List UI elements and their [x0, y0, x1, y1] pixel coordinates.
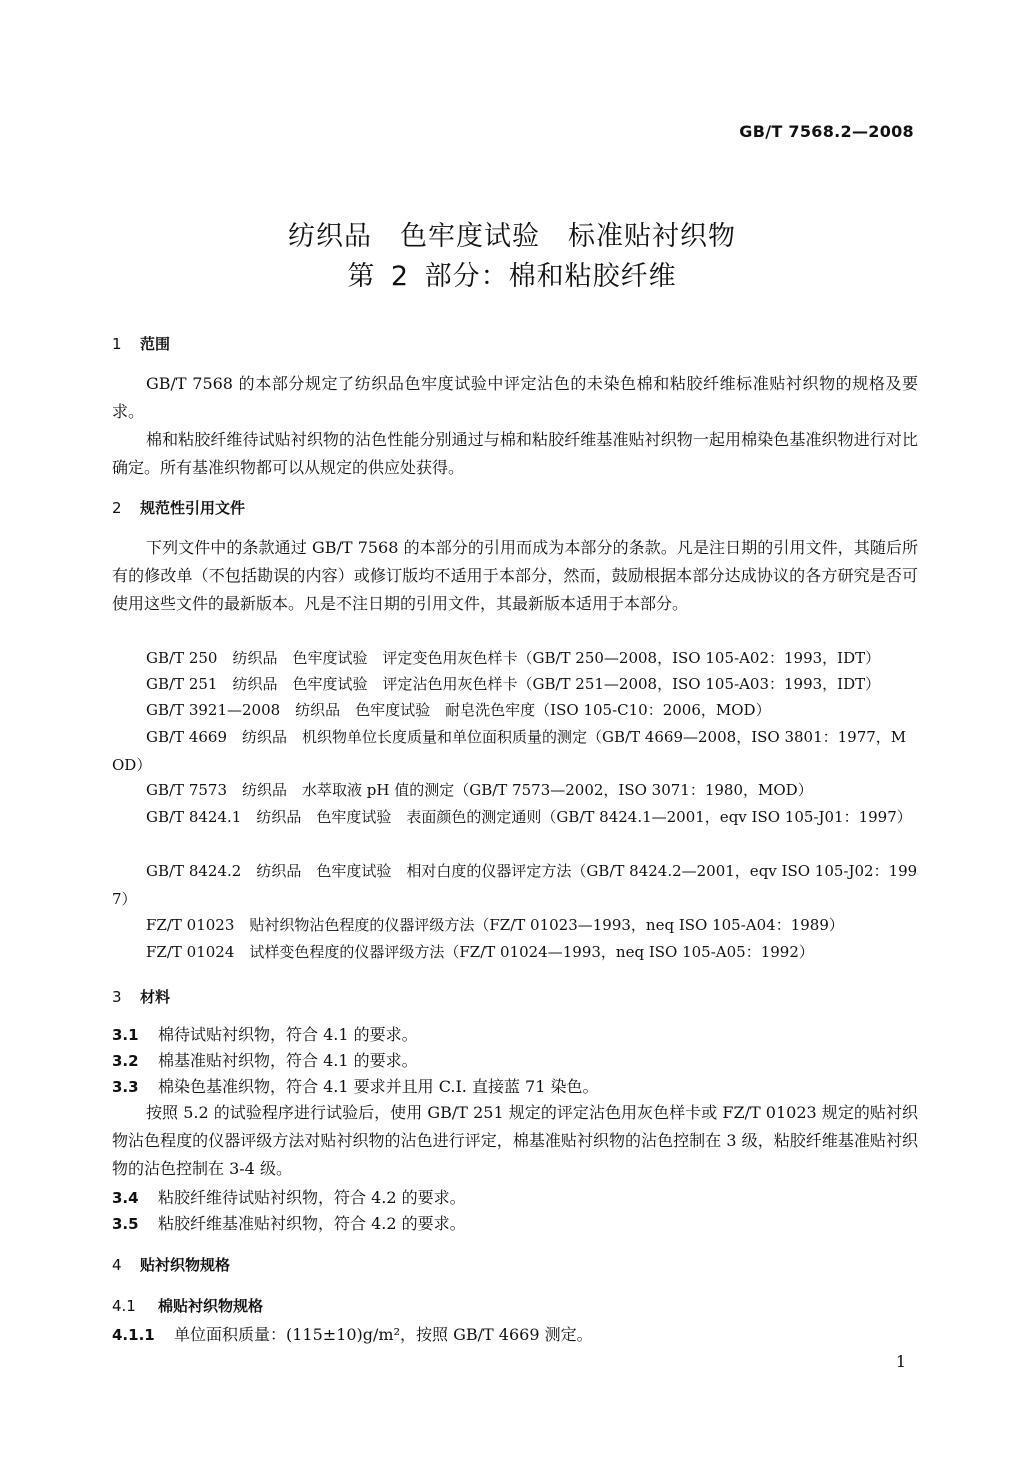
paragraph: 按照 5.2 的试验程序进行试验后，使用 GB/T 251 规定的评定沾色用灰色样卡或 FZ/T 01023 规定的贴衬织物沾色程度的仪器评级方法对贴衬织物的沾色进行评定，棉基准贴衬织物的沾色控制在 3 级，粘胶纤维基准贴衬织物的沾色控制在 3-4 级。	[112, 1103, 918, 1178]
reference-item: GB/T 251 纺织品 色牢度试验 评定沾色用灰色样卡（GB/T 251—2008，ISO 105-A03：1993，IDT）	[146, 675, 881, 693]
section-title: 规范性引用文件	[140, 499, 246, 517]
section-number: 4	[112, 1256, 122, 1274]
section-2-heading	[112, 497, 245, 518]
paragraph: 下列文件中的条款通过 GB/T 7568 的本部分的引用而成为本部分的条款。凡是注日期的引用文件，其随后所有的修改单（不包括勘误的内容）或修订版均不适用于本部分，然而，鼓励根据本部分达成协议的各方研究是否可使用这些文件的最新版本。凡是不注日期的引用文件，其最新版本适用于本部分。	[112, 538, 918, 613]
section-4-heading	[112, 1254, 230, 1275]
clause-3-3	[112, 1074, 599, 1097]
reference-item: GB/T 3921—2008 纺织品 色牢度试验 耐皂洗色牢度（ISO 105-C10：2006，MOD）	[146, 701, 771, 719]
document-title-line-2: 第 2 部分：棉和粘胶纤维	[347, 261, 677, 292]
clause-number: 4.1.1	[112, 1326, 155, 1344]
section-number: 4.1	[112, 1297, 136, 1315]
reference-item: GB/T 7573 纺织品 水萃取液 pH 值的测定（GB/T 7573—2002，ISO 3071：1980，MOD）	[146, 781, 813, 799]
paragraph: 棉和粘胶纤维待试贴衬织物的沾色性能分别通过与棉和粘胶纤维基准贴衬织物一起用棉染色基准织物进行对比确定。所有基准织物都可以从规定的供应处获得。	[112, 430, 918, 477]
clause-number: 3.2	[112, 1052, 139, 1070]
reference-item: GB/T 250 纺织品 色牢度试验 评定变色用灰色样卡（GB/T 250—2008，ISO 105-A02：1993，IDT）	[146, 649, 881, 667]
section-title: 棉贴衬织物规格	[158, 1297, 264, 1315]
section-3-heading	[112, 986, 170, 1007]
page-number: 1	[895, 1352, 906, 1371]
reference-item: GB/T 8424.2 纺织品 色牢度试验 相对白度的仪器评定方法（GB/T 8424.2—2001，eqv ISO 105-J02：1997）	[112, 862, 918, 908]
reference-item: GB/T 8424.1 纺织品 色牢度试验 表面颜色的测定通则（GB/T 8424.1—2001，eqv ISO 105-J01：1997）	[146, 808, 912, 826]
paragraph: GB/T 7568 的本部分规定了纺织品色牢度试验中评定沾色的未染色棉和粘胶纤维标准贴衬织物的规格及要求。	[112, 374, 918, 421]
clause-number: 3.3	[112, 1078, 139, 1096]
reference-item: FZ/T 01024 试样变色程度的仪器评级方法（FZ/T 01024—1993，neq ISO 105-A05：1992）	[146, 943, 814, 961]
section-4-1-heading	[112, 1295, 263, 1316]
clause-text: 棉基准贴衬织物，符合 4.1 的要求。	[158, 1051, 418, 1070]
section-number: 3	[112, 988, 122, 1006]
section-1-heading	[112, 333, 170, 354]
document-title-line-1: 纺织品 色牢度试验 标准贴衬织物	[288, 221, 736, 252]
section-number: 2	[112, 499, 122, 517]
clause-4-1-1	[112, 1322, 593, 1345]
clause-number: 3.1	[112, 1026, 139, 1044]
clause-number: 3.4	[112, 1189, 139, 1207]
reference-item: GB/T 4669 纺织品 机织物单位长度质量和单位面积质量的测定（GB/T 4669—2008，ISO 3801：1977，MOD）	[112, 728, 907, 774]
clause-text: 粘胶纤维基准贴衬织物，符合 4.2 的要求。	[158, 1214, 466, 1233]
clause-3-2	[112, 1048, 418, 1071]
reference-item: FZ/T 01023 贴衬织物沾色程度的仪器评级方法（FZ/T 01023—1993，neq ISO 105-A04：1989）	[146, 916, 844, 934]
clause-3-4	[112, 1185, 466, 1208]
clause-text: 棉染色基准织物，符合 4.1 要求并且用 C.I. 直接蓝 71 染色。	[158, 1077, 599, 1096]
standard-code: GB/T 7568.2—2008	[739, 122, 914, 141]
section-title: 范围	[140, 335, 171, 353]
clause-text: 棉待试贴衬织物，符合 4.1 的要求。	[158, 1025, 418, 1044]
clause-number: 3.5	[112, 1215, 139, 1233]
clause-3-1	[112, 1022, 418, 1045]
section-title: 贴衬织物规格	[140, 1256, 231, 1274]
section-title: 材料	[140, 988, 171, 1006]
section-number: 1	[112, 335, 122, 353]
clause-text: 单位面积质量：(115±10)g/m²，按照 GB/T 4669 测定。	[174, 1325, 593, 1344]
clause-text: 粘胶纤维待试贴衬织物，符合 4.2 的要求。	[158, 1188, 466, 1207]
clause-3-5	[112, 1211, 466, 1234]
